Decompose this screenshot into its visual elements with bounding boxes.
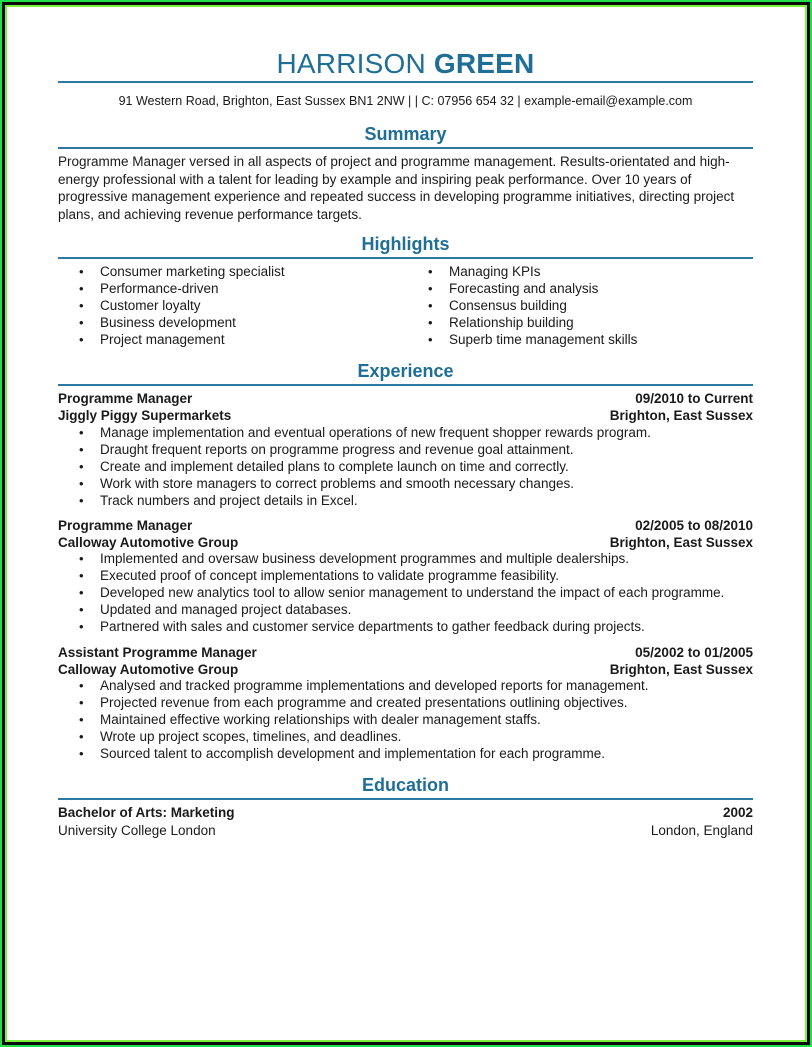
bullet-icon: • xyxy=(79,712,84,727)
job-bullet: • Track numbers and project details in Excel. xyxy=(79,493,358,508)
candidate-name xyxy=(58,48,753,80)
bullet-icon: • xyxy=(428,315,433,330)
summary-line: Programme Manager versed in all aspects of project and programme management. Results-orientated and high- xyxy=(58,154,730,169)
job-bullet: • Sourced talent to accomplish development and implementation for each programme. xyxy=(79,746,606,761)
education-header xyxy=(58,804,753,821)
bullet-icon: • xyxy=(79,298,84,313)
frame-border xyxy=(2,2,810,1045)
job-company-row xyxy=(58,534,753,551)
bullet-icon: • xyxy=(79,476,84,491)
experience-divider xyxy=(58,384,753,386)
bullet-icon: • xyxy=(79,459,84,474)
job-dates: 05/2002 to 01/2005 xyxy=(635,645,753,660)
highlight-item: • Consensus building xyxy=(428,298,567,313)
job-title: Programme Manager xyxy=(58,391,193,406)
job-company: Calloway Automotive Group xyxy=(58,662,239,677)
graduation-year: 2002 xyxy=(722,805,753,820)
highlight-item: • Performance-driven xyxy=(79,281,219,296)
job-location: Brighton, East Sussex xyxy=(609,662,753,677)
frame-inner-border xyxy=(5,5,807,1042)
job-bullet: • Updated and managed project databases. xyxy=(79,602,352,617)
contact-line: 91 Western Road, Brighton, East Sussex BN1 2NW | | C: 07956 654 32 | example-email@example.com xyxy=(118,94,693,108)
summary-line: energy professional with a talent for leading by example and inspiring peak performance. Over 10 years of xyxy=(58,171,692,187)
bullet-icon: • xyxy=(79,695,84,710)
bullet-icon: • xyxy=(79,281,84,296)
resume-page xyxy=(7,7,805,1040)
job-location: Brighton, East Sussex xyxy=(609,408,753,423)
highlights-title: Highlights xyxy=(361,234,450,254)
last-name: GREEN xyxy=(433,48,535,79)
highlight-item: • Managing KPIs xyxy=(428,264,541,279)
job-dates: 09/2010 to Current xyxy=(635,391,753,406)
bullet-icon: • xyxy=(79,619,84,634)
job-header xyxy=(58,644,753,661)
job-bullet: • Maintained effective working relationships with dealer management staffs. xyxy=(79,712,541,727)
highlight-item: • Customer loyalty xyxy=(79,298,201,313)
job-title: Assistant Programme Manager xyxy=(58,645,257,660)
summary-text xyxy=(58,153,753,223)
education-school-row xyxy=(58,822,753,839)
education-divider xyxy=(58,798,753,800)
job-bullet: • Developed new analytics tool to allow senior management to understand the impact of each programme. xyxy=(79,585,725,600)
bullet-icon: • xyxy=(79,425,84,440)
bullet-icon: • xyxy=(79,551,84,566)
job-bullets xyxy=(79,677,649,762)
school: University College London xyxy=(58,823,216,838)
bullet-icon: • xyxy=(79,568,84,583)
highlight-item: • Forecasting and analysis xyxy=(428,281,599,296)
job-header xyxy=(58,390,753,407)
school-location: London, England xyxy=(650,823,753,838)
bullet-icon: • xyxy=(79,332,84,347)
highlights-left-list xyxy=(79,263,285,348)
bullet-icon: • xyxy=(428,264,433,279)
summary-divider xyxy=(58,147,753,149)
summary-title: Summary xyxy=(364,124,447,144)
header-divider xyxy=(58,81,753,83)
job-bullet: • Create and implement detailed plans to complete launch on time and correctly. xyxy=(79,459,569,474)
job-bullet: • Executed proof of concept implementations to validate programme feasibility. xyxy=(79,568,559,583)
bullet-icon: • xyxy=(79,493,84,508)
job-bullet: • Projected revenue from each programme and created presentations outlining objectives. xyxy=(79,695,628,710)
job-title: Programme Manager xyxy=(58,518,193,533)
summary-line: progressive management experience and repeated success in developing programme initiatives, directing project xyxy=(58,189,735,204)
highlight-item: • Business development xyxy=(79,315,236,330)
job-bullet: • Analysed and tracked programme implementations and developed reports for management. xyxy=(79,678,649,693)
highlight-item: • Project management xyxy=(79,332,225,347)
bullet-icon: • xyxy=(428,298,433,313)
job-bullet: • Draught frequent reports on programme progress and revenue goal attainment. xyxy=(79,442,574,457)
highlight-item: • Relationship building xyxy=(428,315,574,330)
job-bullets xyxy=(79,550,725,635)
bullet-icon: • xyxy=(79,729,84,744)
bullet-icon: • xyxy=(428,281,433,296)
degree: Bachelor of Arts: Marketing xyxy=(58,805,235,820)
bullet-icon: • xyxy=(79,678,84,693)
job-bullet: • Work with store managers to correct problems and smooth necessary changes. xyxy=(79,476,574,491)
summary-line: plans, and achieving revenue performance targets. xyxy=(58,206,362,222)
highlight-item: • Consumer marketing specialist xyxy=(79,264,285,279)
job-bullet: • Implemented and oversaw business development programmes and multiple dealerships. xyxy=(79,551,630,566)
job-bullet: • Wrote up project scopes, timelines, and deadlines. xyxy=(79,729,402,744)
bullet-icon: • xyxy=(79,602,84,617)
job-company-row xyxy=(58,407,753,424)
highlight-item: • Superb time management skills xyxy=(428,332,638,347)
job-company-row xyxy=(58,661,753,678)
bullet-icon: • xyxy=(79,264,84,279)
job-dates: 02/2005 to 08/2010 xyxy=(635,518,753,533)
highlights-divider xyxy=(58,257,753,259)
education-title: Education xyxy=(361,775,449,795)
job-bullet: • Manage implementation and eventual operations of new frequent shopper rewards program. xyxy=(79,425,651,440)
job-header xyxy=(58,517,753,534)
bullet-icon: • xyxy=(428,332,433,347)
bullet-icon: • xyxy=(79,315,84,330)
first-name: HARRISON xyxy=(276,48,426,79)
job-location: Brighton, East Sussex xyxy=(609,535,753,550)
job-company: Jiggly Piggy Supermarkets xyxy=(58,408,232,423)
highlights-right-list xyxy=(428,263,638,348)
job-company: Calloway Automotive Group xyxy=(58,535,239,550)
bullet-icon: • xyxy=(79,442,84,457)
experience-title: Experience xyxy=(357,361,454,381)
job-bullet: • Partnered with sales and customer service departments to gather feedback during projects. xyxy=(79,619,645,634)
job-bullets xyxy=(79,424,651,509)
bullet-icon: • xyxy=(79,746,84,761)
bullet-icon: • xyxy=(79,585,84,600)
